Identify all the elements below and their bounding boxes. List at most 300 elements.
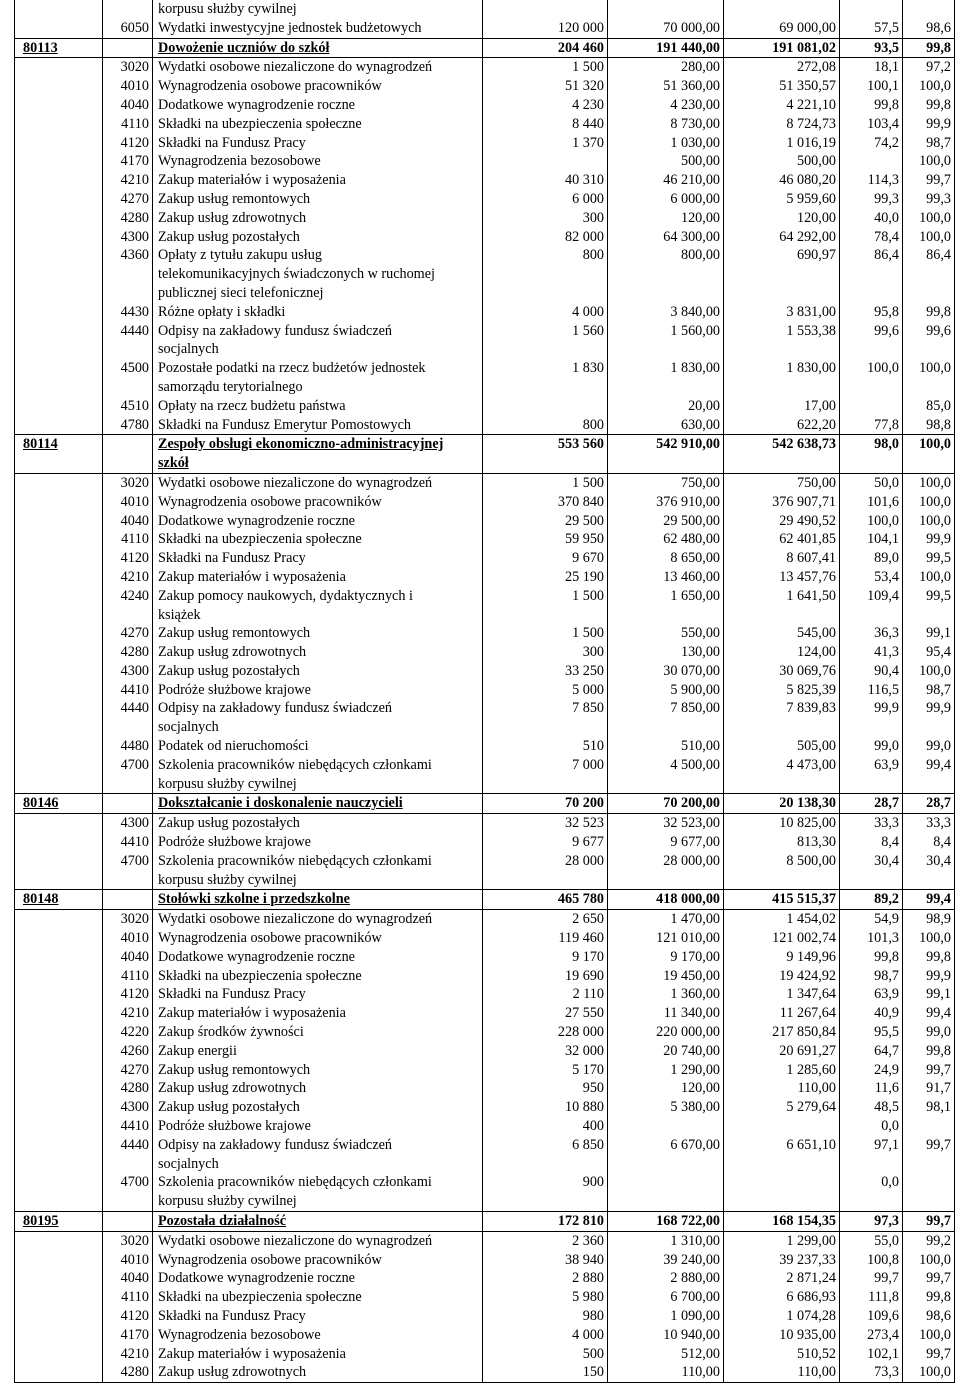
table-row [15, 568, 955, 587]
percent-of-plan-cell: 100,0 [840, 512, 903, 531]
description-cell: socjalnych [153, 718, 483, 737]
plan-after-changes-cell: 220 000,00 [608, 1023, 724, 1042]
percent-of-changed-plan-cell [903, 378, 955, 397]
execution-cell: 690,97 [724, 246, 840, 265]
paragraph-code-cell: 4780 [103, 416, 153, 435]
plan-cell: 553 560 [483, 435, 608, 454]
percent-of-plan-cell: 89,2 [840, 890, 903, 910]
plan-cell: 10 880 [483, 1098, 608, 1117]
execution-cell: 110,00 [724, 1079, 840, 1098]
paragraph-code-cell: 4700 [103, 1173, 153, 1192]
plan-cell [483, 718, 608, 737]
paragraph-code-cell: 4170 [103, 152, 153, 171]
plan-cell: 7 000 [483, 756, 608, 775]
percent-of-plan-cell: 73,3 [840, 1363, 903, 1382]
percent-of-plan-cell: 101,3 [840, 929, 903, 948]
section-row [15, 1212, 955, 1232]
percent-of-plan-cell: 63,9 [840, 985, 903, 1004]
paragraph-code-cell: 4510 [103, 397, 153, 416]
table-row [15, 19, 955, 38]
description-cell: Wynagrodzenia osobowe pracowników [153, 1251, 483, 1270]
section-code-cell [15, 19, 103, 38]
paragraph-code-cell: 4040 [103, 96, 153, 115]
percent-of-changed-plan-cell: 99,7 [903, 1269, 955, 1288]
percent-of-plan-cell: 95,8 [840, 303, 903, 322]
execution-cell: 376 907,71 [724, 493, 840, 512]
execution-cell: 8 500,00 [724, 852, 840, 871]
percent-of-plan-cell: 97,1 [840, 1136, 903, 1155]
paragraph-code-cell: 6050 [103, 19, 153, 38]
percent-of-plan-cell: 77,8 [840, 416, 903, 435]
execution-cell [724, 454, 840, 473]
execution-cell: 1 016,19 [724, 134, 840, 153]
percent-of-changed-plan-cell: 99,4 [903, 1004, 955, 1023]
plan-after-changes-cell: 19 450,00 [608, 967, 724, 986]
section-code-cell [15, 115, 103, 134]
paragraph-code-cell [103, 454, 153, 473]
plan-after-changes-cell: 46 210,00 [608, 171, 724, 190]
percent-of-changed-plan-cell [903, 871, 955, 890]
execution-cell: 5 279,64 [724, 1098, 840, 1117]
table-row [15, 512, 955, 531]
plan-after-changes-cell: 51 360,00 [608, 77, 724, 96]
plan-cell: 204 460 [483, 38, 608, 58]
percent-of-plan-cell: 0,0 [840, 1173, 903, 1192]
execution-cell: 124,00 [724, 643, 840, 662]
table-row [15, 871, 955, 890]
description-cell: Zakup usług remontowych [153, 624, 483, 643]
section-code-cell [15, 58, 103, 77]
section-code-cell [15, 1117, 103, 1136]
paragraph-code-cell: 4210 [103, 1004, 153, 1023]
plan-after-changes-cell [608, 1192, 724, 1211]
plan-cell: 1 560 [483, 322, 608, 341]
percent-of-changed-plan-cell: 100,0 [903, 228, 955, 247]
percent-of-changed-plan-cell: 91,7 [903, 1079, 955, 1098]
table-row [15, 134, 955, 153]
execution-cell: 813,30 [724, 833, 840, 852]
execution-cell [724, 1173, 840, 1192]
description-cell: Wynagrodzenia osobowe pracowników [153, 493, 483, 512]
table-row [15, 1061, 955, 1080]
section-code-cell [15, 699, 103, 718]
description-cell: Składki na ubezpieczenia społeczne [153, 530, 483, 549]
plan-after-changes-cell: 32 523,00 [608, 814, 724, 833]
percent-of-changed-plan-cell: 99,2 [903, 1231, 955, 1250]
execution-cell: 64 292,00 [724, 228, 840, 247]
section-code-cell [15, 1155, 103, 1174]
plan-after-changes-cell: 62 480,00 [608, 530, 724, 549]
percent-of-changed-plan-cell: 30,4 [903, 852, 955, 871]
paragraph-code-cell: 4010 [103, 493, 153, 512]
percent-of-plan-cell: 41,3 [840, 643, 903, 662]
plan-cell [483, 152, 608, 171]
execution-cell: 17,00 [724, 397, 840, 416]
description-cell: Stołówki szkolne i przedszkolne [153, 890, 483, 910]
plan-cell: 6 850 [483, 1136, 608, 1155]
plan-cell: 5 000 [483, 681, 608, 700]
percent-of-plan-cell [840, 340, 903, 359]
plan-after-changes-cell: 280,00 [608, 58, 724, 77]
table-row [15, 265, 955, 284]
paragraph-code-cell: 4120 [103, 134, 153, 153]
execution-cell: 7 839,83 [724, 699, 840, 718]
plan-after-changes-cell: 7 850,00 [608, 699, 724, 718]
table-row [15, 681, 955, 700]
percent-of-plan-cell: 109,4 [840, 587, 903, 606]
percent-of-plan-cell: 99,9 [840, 699, 903, 718]
percent-of-changed-plan-cell [903, 606, 955, 625]
execution-cell: 5 825,39 [724, 681, 840, 700]
plan-after-changes-cell: 376 910,00 [608, 493, 724, 512]
table-row [15, 473, 955, 492]
description-cell: Podróże służbowe krajowe [153, 681, 483, 700]
percent-of-changed-plan-cell: 99,8 [903, 96, 955, 115]
paragraph-code-cell [103, 265, 153, 284]
percent-of-changed-plan-cell: 85,0 [903, 397, 955, 416]
table-row [15, 1079, 955, 1098]
section-code-cell [15, 1079, 103, 1098]
table-row [15, 756, 955, 775]
percent-of-plan-cell: 18,1 [840, 58, 903, 77]
plan-after-changes-cell: 512,00 [608, 1345, 724, 1364]
section-code-cell [15, 756, 103, 775]
percent-of-plan-cell: 53,4 [840, 568, 903, 587]
paragraph-code-cell [103, 890, 153, 910]
section-code-cell [15, 718, 103, 737]
percent-of-changed-plan-cell: 100,0 [903, 1363, 955, 1382]
percent-of-changed-plan-cell: 99,9 [903, 699, 955, 718]
plan-after-changes-cell: 20,00 [608, 397, 724, 416]
section-code-cell [15, 681, 103, 700]
description-cell: samorządu terytorialnego [153, 378, 483, 397]
percent-of-plan-cell [840, 378, 903, 397]
plan-after-changes-cell: 1 470,00 [608, 910, 724, 929]
percent-of-changed-plan-cell: 98,8 [903, 416, 955, 435]
table-row [15, 397, 955, 416]
plan-after-changes-cell: 6 000,00 [608, 190, 724, 209]
percent-of-changed-plan-cell: 99,5 [903, 587, 955, 606]
table-row [15, 209, 955, 228]
paragraph-code-cell [103, 871, 153, 890]
execution-cell: 110,00 [724, 1363, 840, 1382]
table-row [15, 0, 955, 19]
paragraph-code-cell: 4260 [103, 1042, 153, 1061]
plan-cell: 19 690 [483, 967, 608, 986]
percent-of-plan-cell: 48,5 [840, 1098, 903, 1117]
description-cell: Zakup materiałów i wyposażenia [153, 1004, 483, 1023]
paragraph-code-cell: 4300 [103, 228, 153, 247]
description-cell: Szkolenia pracowników niebędących członkami [153, 1173, 483, 1192]
execution-cell: 46 080,20 [724, 171, 840, 190]
paragraph-code-cell [103, 340, 153, 359]
plan-after-changes-cell: 1 650,00 [608, 587, 724, 606]
percent-of-changed-plan-cell [903, 284, 955, 303]
table-row [15, 1192, 955, 1211]
table-row [15, 1023, 955, 1042]
section-code-cell [15, 265, 103, 284]
plan-after-changes-cell: 510,00 [608, 737, 724, 756]
plan-after-changes-cell: 110,00 [608, 1363, 724, 1382]
table-row [15, 718, 955, 737]
execution-cell: 6 651,10 [724, 1136, 840, 1155]
plan-after-changes-cell: 70 200,00 [608, 794, 724, 814]
description-cell: korpusu służby cywilnej [153, 871, 483, 890]
plan-cell: 1 830 [483, 359, 608, 378]
plan-cell [483, 378, 608, 397]
percent-of-changed-plan-cell: 8,4 [903, 833, 955, 852]
percent-of-plan-cell: 36,3 [840, 624, 903, 643]
execution-cell [724, 775, 840, 794]
plan-cell: 1 500 [483, 624, 608, 643]
table-row [15, 530, 955, 549]
percent-of-plan-cell: 99,3 [840, 190, 903, 209]
table-row [15, 833, 955, 852]
section-code-cell [15, 340, 103, 359]
paragraph-code-cell [103, 0, 153, 19]
table-row [15, 948, 955, 967]
section-row [15, 454, 955, 473]
percent-of-plan-cell: 90,4 [840, 662, 903, 681]
percent-of-plan-cell [840, 454, 903, 473]
plan-cell: 25 190 [483, 568, 608, 587]
percent-of-changed-plan-cell: 99,3 [903, 190, 955, 209]
paragraph-code-cell: 4220 [103, 1023, 153, 1042]
table-row [15, 910, 955, 929]
percent-of-changed-plan-cell: 99,8 [903, 1288, 955, 1307]
section-code-cell [15, 1251, 103, 1270]
section-code-cell [15, 77, 103, 96]
section-code-cell [15, 96, 103, 115]
table-row [15, 228, 955, 247]
plan-after-changes-cell: 4 230,00 [608, 96, 724, 115]
percent-of-changed-plan-cell: 99,7 [903, 1061, 955, 1080]
plan-after-changes-cell: 130,00 [608, 643, 724, 662]
plan-cell: 800 [483, 246, 608, 265]
table-row [15, 493, 955, 512]
plan-after-changes-cell: 1 090,00 [608, 1307, 724, 1326]
table-row [15, 606, 955, 625]
section-code-cell [15, 568, 103, 587]
plan-cell: 119 460 [483, 929, 608, 948]
description-cell: Zakup usług zdrowotnych [153, 643, 483, 662]
description-cell: Zakup materiałów i wyposażenia [153, 568, 483, 587]
percent-of-plan-cell: 28,7 [840, 794, 903, 814]
plan-cell: 2 880 [483, 1269, 608, 1288]
description-cell: Dodatkowe wynagrodzenie roczne [153, 948, 483, 967]
plan-cell [483, 871, 608, 890]
paragraph-code-cell: 4040 [103, 1269, 153, 1288]
plan-cell: 51 320 [483, 77, 608, 96]
description-cell: Zakup usług pozostałych [153, 1098, 483, 1117]
section-code-cell [15, 967, 103, 986]
section-code-cell [15, 1023, 103, 1042]
section-code-cell [15, 948, 103, 967]
paragraph-code-cell [103, 284, 153, 303]
plan-after-changes-cell [608, 340, 724, 359]
plan-after-changes-cell: 11 340,00 [608, 1004, 724, 1023]
table-row [15, 852, 955, 871]
plan-cell: 400 [483, 1117, 608, 1136]
execution-cell [724, 0, 840, 19]
description-cell: Wydatki inwestycyjne jednostek budżetowych [153, 19, 483, 38]
execution-cell: 1 830,00 [724, 359, 840, 378]
description-cell: Wynagrodzenia osobowe pracowników [153, 77, 483, 96]
percent-of-plan-cell: 93,5 [840, 38, 903, 58]
execution-cell: 30 069,76 [724, 662, 840, 681]
plan-after-changes-cell [608, 871, 724, 890]
paragraph-code-cell: 4410 [103, 1117, 153, 1136]
plan-after-changes-cell: 1 310,00 [608, 1231, 724, 1250]
percent-of-plan-cell: 55,0 [840, 1231, 903, 1250]
execution-cell: 3 831,00 [724, 303, 840, 322]
section-code-cell [15, 246, 103, 265]
description-cell: Odpisy na zakładowy fundusz świadczeń [153, 322, 483, 341]
plan-after-changes-cell: 168 722,00 [608, 1212, 724, 1232]
percent-of-plan-cell: 97,3 [840, 1212, 903, 1232]
percent-of-plan-cell: 30,4 [840, 852, 903, 871]
description-cell: Szkolenia pracowników niebędących członkami [153, 852, 483, 871]
table-row [15, 1231, 955, 1250]
percent-of-plan-cell: 86,4 [840, 246, 903, 265]
percent-of-changed-plan-cell [903, 340, 955, 359]
percent-of-plan-cell: 8,4 [840, 833, 903, 852]
percent-of-changed-plan-cell: 98,9 [903, 910, 955, 929]
table-row [15, 1098, 955, 1117]
percent-of-plan-cell: 99,8 [840, 948, 903, 967]
section-code-cell [15, 1231, 103, 1250]
percent-of-plan-cell: 104,1 [840, 530, 903, 549]
percent-of-plan-cell [840, 152, 903, 171]
percent-of-plan-cell: 95,5 [840, 1023, 903, 1042]
paragraph-code-cell: 4360 [103, 246, 153, 265]
section-code-cell [15, 228, 103, 247]
plan-after-changes-cell: 5 900,00 [608, 681, 724, 700]
paragraph-code-cell: 4440 [103, 322, 153, 341]
execution-cell: 19 424,92 [724, 967, 840, 986]
section-code-cell [15, 871, 103, 890]
percent-of-plan-cell: 89,0 [840, 549, 903, 568]
plan-cell: 40 310 [483, 171, 608, 190]
percent-of-changed-plan-cell: 99,9 [903, 530, 955, 549]
description-cell: Opłaty z tytułu zakupu usług [153, 246, 483, 265]
plan-cell: 7 850 [483, 699, 608, 718]
table-row [15, 1117, 955, 1136]
table-row [15, 303, 955, 322]
paragraph-code-cell: 4010 [103, 77, 153, 96]
table-row [15, 322, 955, 341]
execution-cell: 120,00 [724, 209, 840, 228]
table-row [15, 737, 955, 756]
budget-expenditure-table [14, 0, 955, 1383]
section-code-cell [15, 737, 103, 756]
paragraph-code-cell: 4120 [103, 1307, 153, 1326]
table-row [15, 1326, 955, 1345]
description-cell: Zakup usług pozostałych [153, 228, 483, 247]
execution-cell: 20 691,27 [724, 1042, 840, 1061]
percent-of-plan-cell [840, 397, 903, 416]
execution-cell: 191 081,02 [724, 38, 840, 58]
percent-of-plan-cell: 40,0 [840, 209, 903, 228]
table-row [15, 775, 955, 794]
section-code-cell [15, 322, 103, 341]
plan-cell: 82 000 [483, 228, 608, 247]
section-code-cell: 80148 [15, 890, 103, 910]
section-code-cell [15, 284, 103, 303]
percent-of-plan-cell: 74,2 [840, 134, 903, 153]
plan-cell: 33 250 [483, 662, 608, 681]
execution-cell: 69 000,00 [724, 19, 840, 38]
plan-after-changes-cell: 542 910,00 [608, 435, 724, 454]
plan-after-changes-cell: 1 560,00 [608, 322, 724, 341]
percent-of-changed-plan-cell: 100,0 [903, 77, 955, 96]
table-row [15, 1173, 955, 1192]
execution-cell: 168 154,35 [724, 1212, 840, 1232]
description-cell: socjalnych [153, 1155, 483, 1174]
percent-of-plan-cell: 99,7 [840, 1269, 903, 1288]
table-row [15, 1042, 955, 1061]
execution-cell [724, 1117, 840, 1136]
percent-of-plan-cell: 103,4 [840, 115, 903, 134]
execution-cell: 10 825,00 [724, 814, 840, 833]
description-cell: Składki na Fundusz Pracy [153, 1307, 483, 1326]
table-row [15, 549, 955, 568]
section-code-cell: 80113 [15, 38, 103, 58]
execution-cell: 510,52 [724, 1345, 840, 1364]
section-code-cell [15, 171, 103, 190]
execution-cell: 6 686,93 [724, 1288, 840, 1307]
description-cell: Szkolenia pracowników niebędących członkami [153, 756, 483, 775]
section-code-cell [15, 1345, 103, 1364]
percent-of-plan-cell [840, 265, 903, 284]
section-code-cell [15, 1042, 103, 1061]
description-cell: Różne opłaty i składki [153, 303, 483, 322]
percent-of-plan-cell: 100,8 [840, 1251, 903, 1270]
table-row [15, 1004, 955, 1023]
percent-of-plan-cell: 50,0 [840, 473, 903, 492]
percent-of-changed-plan-cell [903, 454, 955, 473]
plan-after-changes-cell: 8 730,00 [608, 115, 724, 134]
description-cell: Zakup usług zdrowotnych [153, 1079, 483, 1098]
paragraph-code-cell: 4210 [103, 1345, 153, 1364]
plan-cell: 510 [483, 737, 608, 756]
percent-of-changed-plan-cell: 98,6 [903, 1307, 955, 1326]
paragraph-code-cell: 4300 [103, 1098, 153, 1117]
percent-of-changed-plan-cell: 100,0 [903, 1251, 955, 1270]
execution-cell [724, 284, 840, 303]
percent-of-plan-cell [840, 606, 903, 625]
table-row [15, 171, 955, 190]
section-code-cell [15, 378, 103, 397]
plan-cell: 70 200 [483, 794, 608, 814]
plan-cell: 900 [483, 1173, 608, 1192]
percent-of-plan-cell: 99,8 [840, 96, 903, 115]
plan-after-changes-cell [608, 718, 724, 737]
execution-cell: 500,00 [724, 152, 840, 171]
table-row [15, 58, 955, 77]
section-code-cell [15, 1326, 103, 1345]
percent-of-changed-plan-cell: 99,7 [903, 171, 955, 190]
percent-of-changed-plan-cell: 100,0 [903, 152, 955, 171]
execution-cell: 121 002,74 [724, 929, 840, 948]
plan-cell [483, 1192, 608, 1211]
section-code-cell [15, 152, 103, 171]
section-code-cell [15, 473, 103, 492]
plan-cell: 500 [483, 1345, 608, 1364]
plan-cell: 4 000 [483, 1326, 608, 1345]
description-cell: Zespoły obsługi ekonomiczno-administracyjnej [153, 435, 483, 454]
percent-of-changed-plan-cell: 99,1 [903, 624, 955, 643]
